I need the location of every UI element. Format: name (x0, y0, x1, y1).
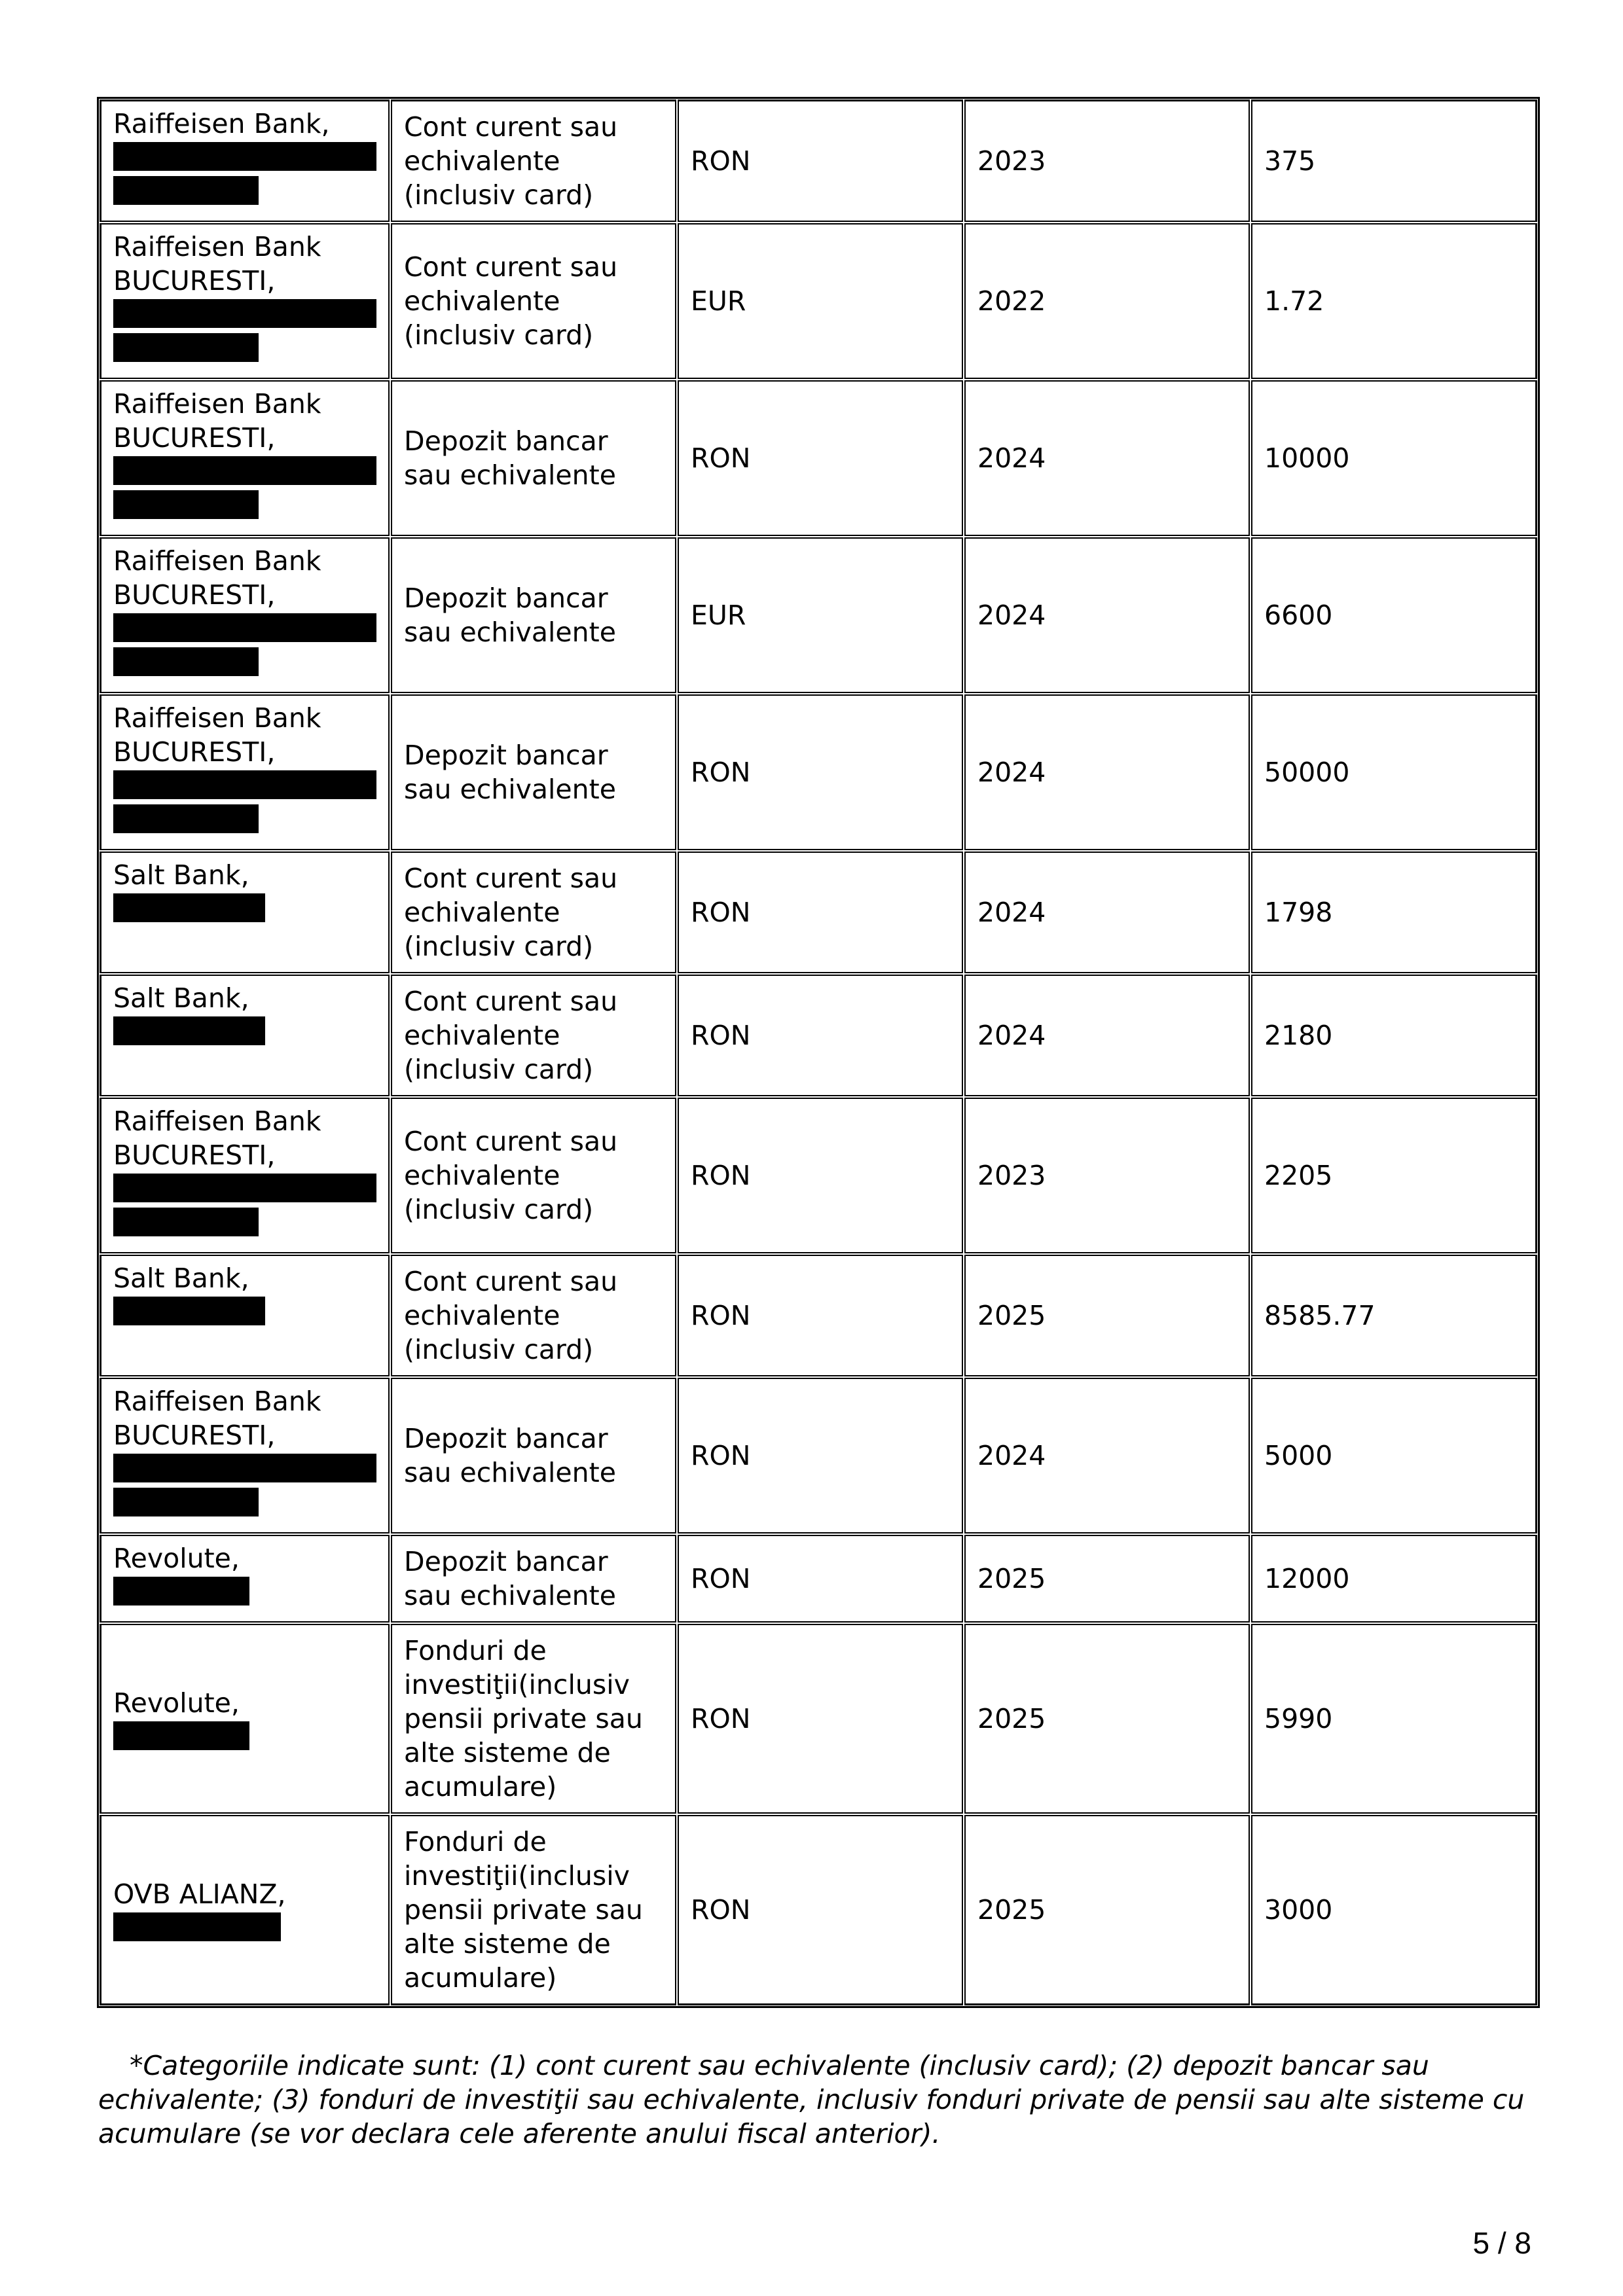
institution-cell (100, 1534, 390, 1623)
redaction-bar (113, 490, 259, 519)
institution-name: Raiffeisen Bank BUCURESTI, (113, 388, 321, 454)
currency-cell: RON (677, 974, 964, 1097)
value-cell: 5000 (1250, 1377, 1537, 1534)
institution-cell (100, 99, 390, 223)
currency-cell: RON (677, 1814, 964, 2005)
redaction-bar (113, 893, 265, 922)
year-cell: 2024 (964, 974, 1250, 1097)
institution-name: Raiffeisen Bank BUCURESTI, (113, 231, 321, 296)
currency-cell: RON (677, 1254, 964, 1377)
value-cell: 1798 (1250, 851, 1537, 974)
assets-table (97, 97, 1540, 2008)
value-cell: 50000 (1250, 694, 1537, 851)
year-cell: 2024 (964, 694, 1250, 851)
category-cell: Cont curent sau echivalente (inclusiv card) (390, 1254, 677, 1377)
category-cell: Cont curent sau echivalente (inclusiv card) (390, 851, 677, 974)
currency-cell: RON (677, 1097, 964, 1254)
value-cell: 10000 (1250, 380, 1537, 537)
institution-name: Raiffeisen Bank BUCURESTI, (113, 1386, 321, 1451)
redaction-bar (113, 647, 259, 676)
category-cell: Cont curent sau echivalente (inclusiv card) (390, 974, 677, 1097)
redaction-bar (113, 176, 259, 205)
table-row (100, 1814, 1537, 2005)
currency-cell: RON (677, 380, 964, 537)
category-cell: Cont curent sau echivalente (inclusiv card) (390, 99, 677, 223)
institution-cell (100, 537, 390, 694)
table-row (100, 223, 1537, 380)
page-number: 5 / 8 (1472, 2226, 1531, 2260)
institution-cell (100, 974, 390, 1097)
institution-name: Raiffeisen Bank, (113, 108, 330, 139)
redaction-bar (113, 1016, 265, 1045)
currency-cell: RON (677, 1623, 964, 1814)
table-row (100, 974, 1537, 1097)
value-cell: 375 (1250, 99, 1537, 223)
redaction-bar (113, 299, 376, 328)
institution-name: Salt Bank, (113, 1263, 249, 1294)
category-cell: Depozit bancar sau echivalente (390, 380, 677, 537)
currency-cell: RON (677, 851, 964, 974)
currency-cell: RON (677, 694, 964, 851)
currency-cell: RON (677, 99, 964, 223)
redaction-bar (113, 1488, 259, 1516)
year-cell: 2024 (964, 537, 1250, 694)
redaction-bar (113, 613, 376, 642)
redaction-bar (113, 1297, 265, 1325)
table-row (100, 1623, 1537, 1814)
year-cell: 2025 (964, 1623, 1250, 1814)
redaction-bar (113, 333, 259, 362)
table-row (100, 1377, 1537, 1534)
year-cell: 2025 (964, 1534, 1250, 1623)
institution-name: OVB ALIANZ, (113, 1878, 286, 1910)
institution-cell (100, 851, 390, 974)
redaction-bar (113, 1208, 259, 1236)
redaction-bar (113, 1174, 376, 1202)
institution-cell (100, 1623, 390, 1814)
year-cell: 2023 (964, 99, 1250, 223)
redaction-bar (113, 770, 376, 799)
institution-name: Salt Bank, (113, 982, 249, 1014)
table-row (100, 99, 1537, 223)
table-row (100, 1534, 1537, 1623)
year-cell: 2025 (964, 1814, 1250, 2005)
table-row (100, 1254, 1537, 1377)
table-row (100, 537, 1537, 694)
institution-cell (100, 1254, 390, 1377)
table-row (100, 694, 1537, 851)
institution-name: Revolute, (113, 1543, 240, 1574)
redaction-bar (113, 804, 259, 833)
currency-cell: EUR (677, 537, 964, 694)
value-cell: 1.72 (1250, 223, 1537, 380)
year-cell: 2024 (964, 1377, 1250, 1534)
year-cell: 2025 (964, 1254, 1250, 1377)
institution-name: Raiffeisen Bank BUCURESTI, (113, 1105, 321, 1171)
redaction-bar (113, 456, 376, 485)
year-cell: 2023 (964, 1097, 1250, 1254)
table-row (100, 1097, 1537, 1254)
category-cell: Cont curent sau echivalente (inclusiv card) (390, 1097, 677, 1254)
institution-cell (100, 1814, 390, 2005)
value-cell: 2180 (1250, 974, 1537, 1097)
institution-name: Raiffeisen Bank BUCURESTI, (113, 702, 321, 768)
table-row (100, 380, 1537, 537)
year-cell: 2022 (964, 223, 1250, 380)
currency-cell: RON (677, 1377, 964, 1534)
category-cell: Fonduri de investiţii(inclusiv pensii private sau alte sisteme de acumulare) (390, 1814, 677, 2005)
category-cell: Depozit bancar sau echivalente (390, 1377, 677, 1534)
redaction-bar (113, 142, 376, 171)
table-row (100, 851, 1537, 974)
value-cell: 2205 (1250, 1097, 1537, 1254)
institution-name: Raiffeisen Bank BUCURESTI, (113, 545, 321, 611)
year-cell: 2024 (964, 851, 1250, 974)
institution-name: Salt Bank, (113, 859, 249, 891)
value-cell: 12000 (1250, 1534, 1537, 1623)
currency-cell: EUR (677, 223, 964, 380)
value-cell: 5990 (1250, 1623, 1537, 1814)
category-cell: Depozit bancar sau echivalente (390, 537, 677, 694)
value-cell: 3000 (1250, 1814, 1537, 2005)
value-cell: 6600 (1250, 537, 1537, 694)
redaction-bar (113, 1454, 376, 1482)
institution-name: Revolute, (113, 1687, 240, 1719)
institution-cell (100, 1377, 390, 1534)
redaction-bar (113, 1721, 249, 1750)
currency-cell: RON (677, 1534, 964, 1623)
value-cell: 8585.77 (1250, 1254, 1537, 1377)
year-cell: 2024 (964, 380, 1250, 537)
category-cell: Depozit bancar sau echivalente (390, 1534, 677, 1623)
redaction-bar (113, 1912, 281, 1941)
redaction-bar (113, 1577, 249, 1605)
institution-cell (100, 1097, 390, 1254)
category-cell: Depozit bancar sau echivalente (390, 694, 677, 851)
footnote: *Categoriile indicate sunt: (1) cont curent sau echivalente (inclusiv card); (2) depozit bancar sau echivalente; (3) fonduri de investiţii sau echivalente, inclusiv fonduri private de pensii sau alte sisteme cu acumulare (se vor declara cele aferente anului fiscal anterior). (98, 2050, 1525, 2149)
category-cell: Cont curent sau echivalente (inclusiv card) (390, 223, 677, 380)
institution-cell (100, 694, 390, 851)
category-cell: Fonduri de investiţii(inclusiv pensii private sau alte sisteme de acumulare) (390, 1623, 677, 1814)
institution-cell (100, 223, 390, 380)
institution-cell (100, 380, 390, 537)
